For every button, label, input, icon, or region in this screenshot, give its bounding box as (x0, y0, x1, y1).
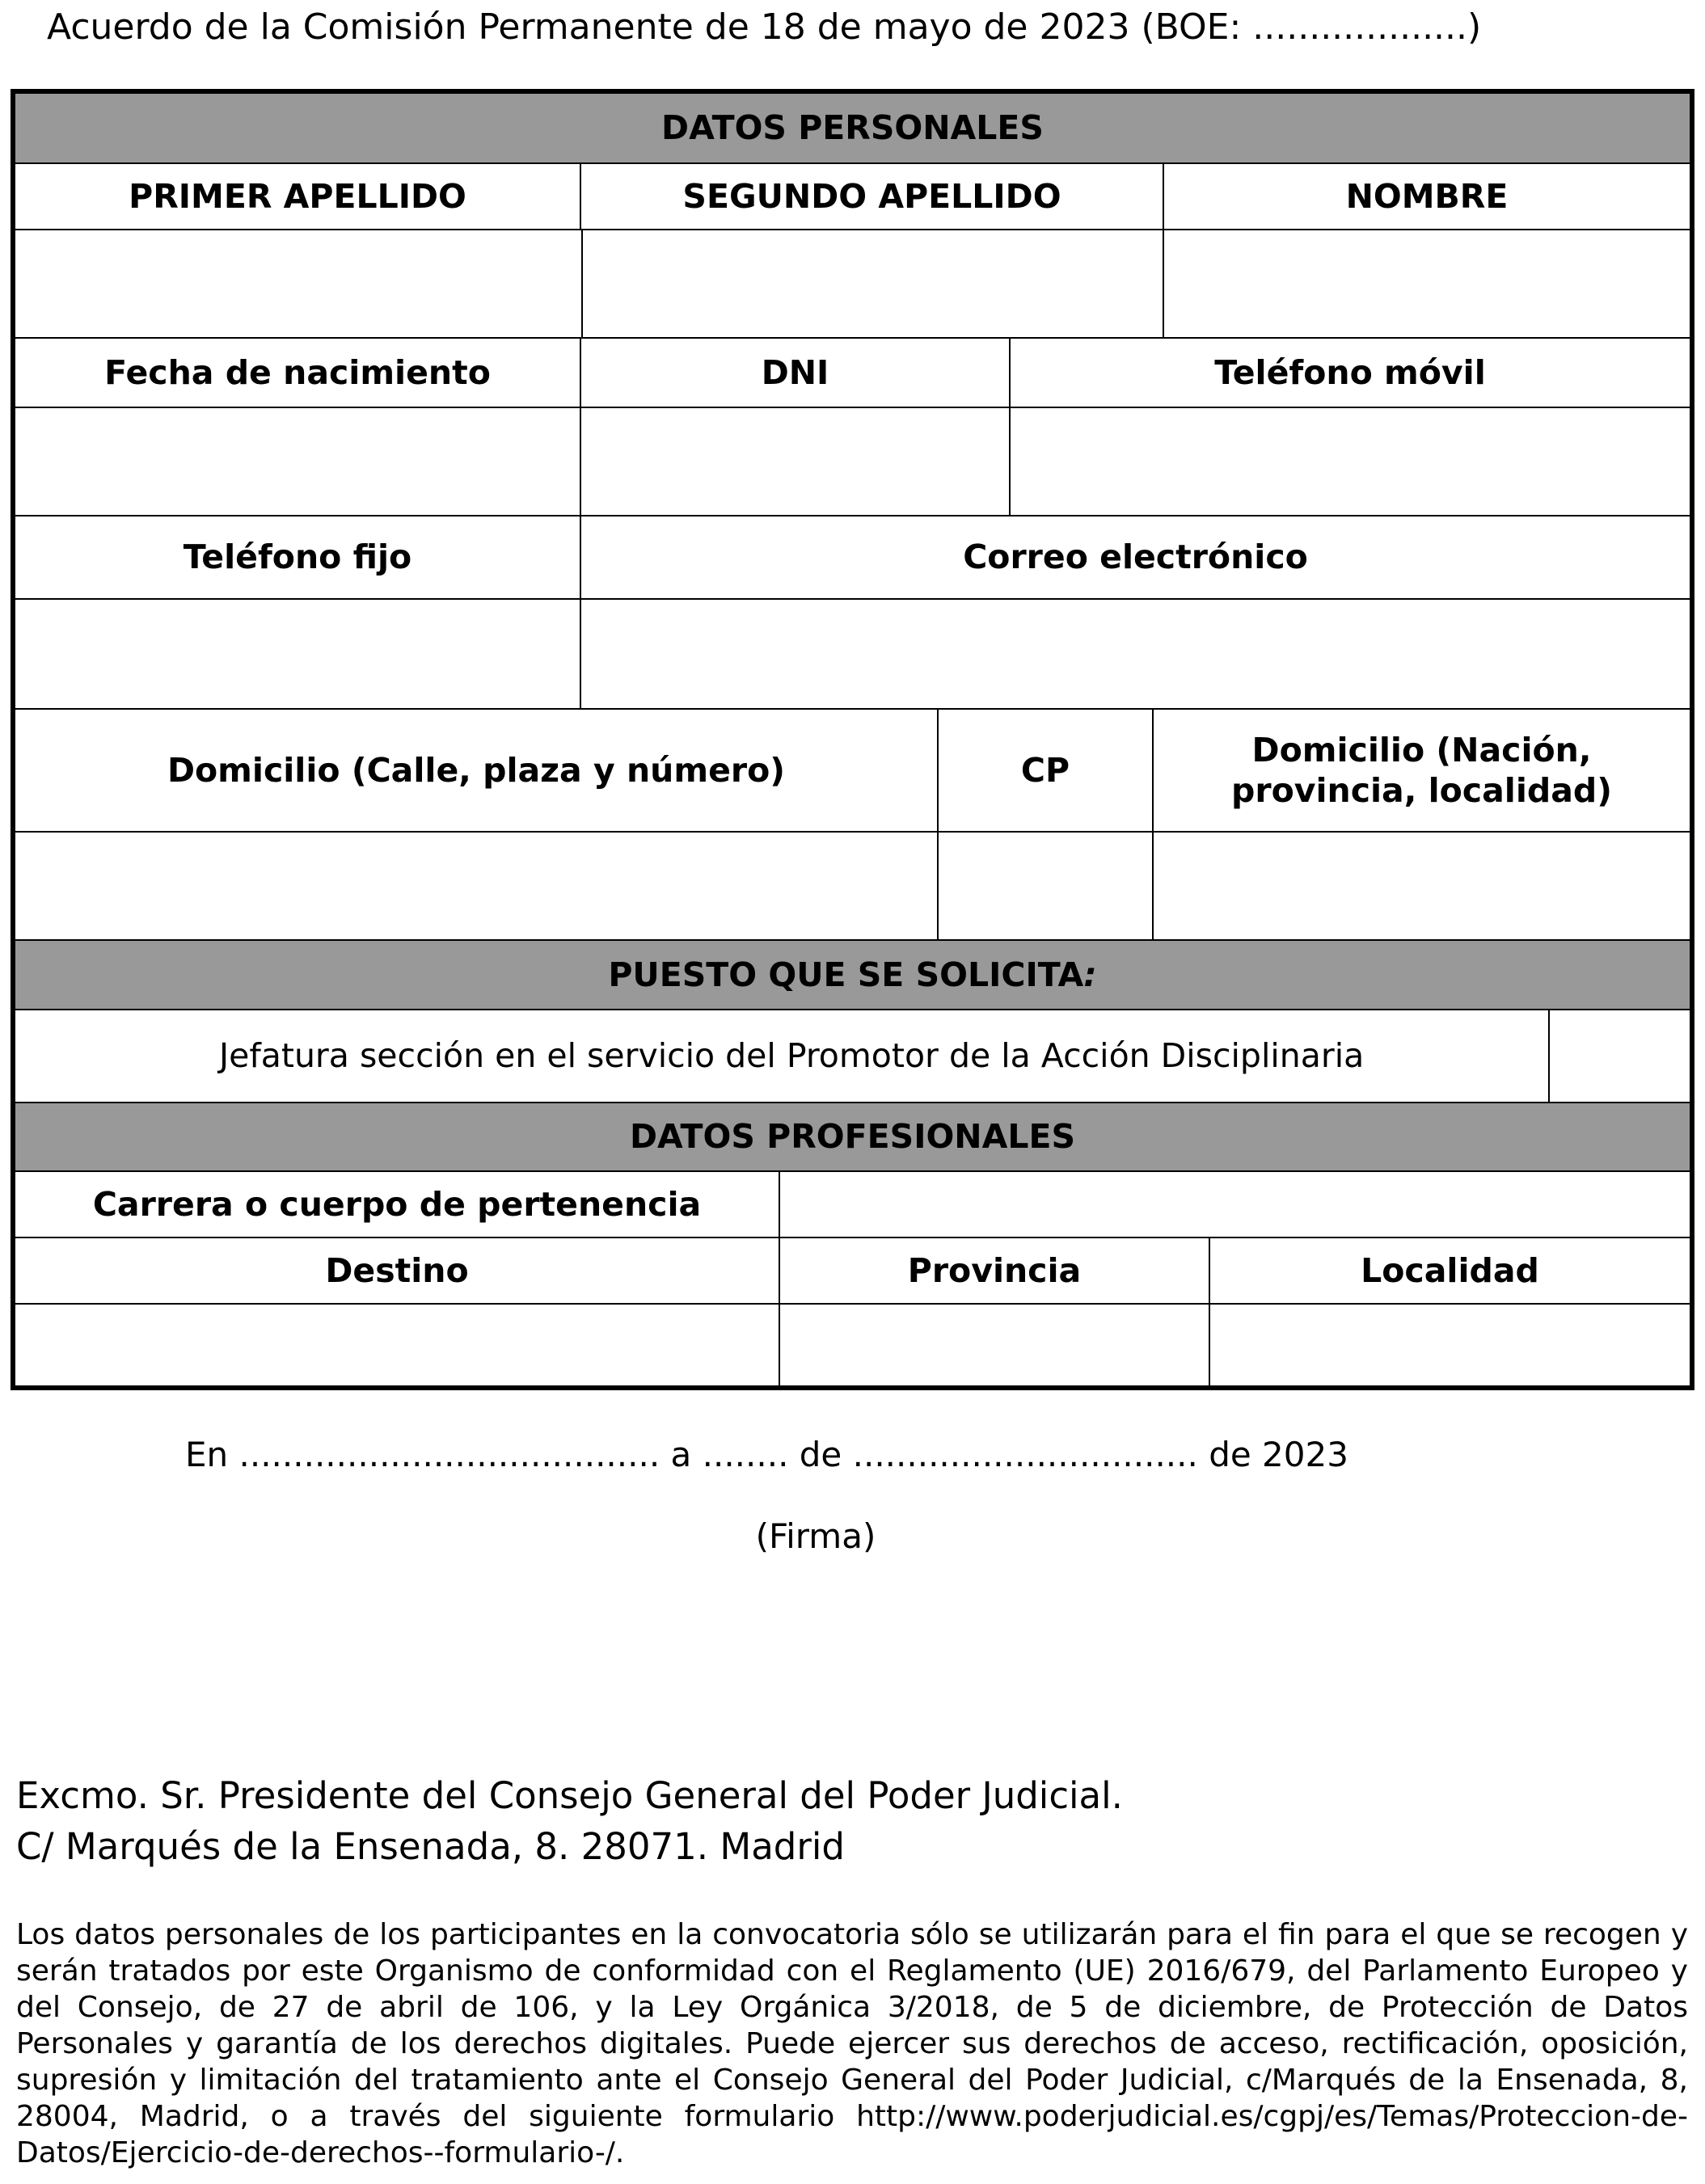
field-domicilio-calle[interactable] (15, 833, 939, 939)
puesto-descripcion: Jefatura sección en el servicio del Promotor de la Acción Disciplinaria (15, 1010, 1550, 1102)
field-primer-apellido[interactable] (15, 230, 581, 337)
label-telefono-fijo: Teléfono fijo (15, 516, 581, 598)
page-title: Acuerdo de la Comisión Permanente de 18 de mayo de 2023 (BOE: ...................) (47, 6, 1482, 48)
section-title-datos-profesionales: DATOS PROFESIONALES (15, 1103, 1690, 1170)
label-cp: CP (939, 710, 1154, 831)
section-title-puesto (15, 941, 1690, 1009)
row-contact-fields (15, 600, 1690, 710)
field-nombre[interactable] (1164, 230, 1690, 337)
row-destino-labels (15, 1238, 1690, 1305)
field-provincia[interactable] (780, 1305, 1210, 1390)
section-title-datos-personales: DATOS PERSONALES (15, 94, 1690, 162)
label-nombre: NOMBRE (1345, 176, 1509, 216)
label-domicilio-nacion (1154, 710, 1690, 831)
field-localidad[interactable] (1210, 1305, 1690, 1390)
row-contact-labels (15, 516, 1690, 600)
addressee-line-2: C/ Marqués de la Ensenada, 8. 28071. Madrid (16, 1825, 845, 1868)
row-destino-fields (15, 1305, 1690, 1390)
field-fecha-nacimiento[interactable] (15, 408, 581, 515)
label-domicilio-nacion-line1: Domicilio (Nación, (1251, 730, 1592, 769)
label-segundo-apellido: SEGUNDO APELLIDO (581, 164, 1164, 229)
addressee-line-1: Excmo. Sr. Presidente del Consejo General del Poder Judicial. (16, 1774, 1123, 1817)
label-carrera: Carrera o cuerpo de pertenencia (15, 1172, 780, 1237)
section-puesto (15, 941, 1690, 1010)
section-title-puesto-colon: : (1083, 955, 1097, 994)
label-localidad: Localidad (1361, 1250, 1539, 1290)
label-telefono-movil: Teléfono móvil (1214, 352, 1486, 392)
field-correo[interactable] (581, 600, 1690, 708)
row-id-fields (15, 408, 1690, 516)
field-destino[interactable] (15, 1305, 780, 1390)
label-domicilio-nacion-line2: provincia, localidad) (1231, 771, 1612, 810)
row-name-fields (15, 230, 1690, 339)
row-carrera (15, 1172, 1690, 1238)
label-provincia: Provincia (780, 1238, 1210, 1303)
field-telefono-fijo[interactable] (15, 600, 581, 708)
label-primer-apellido: PRIMER APELLIDO (15, 164, 581, 229)
label-fecha-nacimiento: Fecha de nacimiento (15, 339, 581, 407)
field-segundo-apellido[interactable] (581, 230, 1164, 337)
field-telefono-movil[interactable] (1011, 408, 1690, 515)
row-puesto (15, 1010, 1690, 1103)
field-carrera[interactable] (780, 1172, 1690, 1237)
row-address-fields (15, 833, 1690, 941)
puesto-checkbox[interactable] (1550, 1010, 1690, 1102)
label-dni: DNI (581, 339, 1011, 407)
row-name-labels (15, 164, 1690, 230)
field-cp[interactable] (939, 833, 1154, 939)
privacy-notice: Los datos personales de los participantes en la convocatoria sólo se utilizarán para el fin para el que se recogen y serán tratados por este Organismo de conformidad con el Reglamento (UE) 2016/679, del Parlamento Europeo y del Consejo, de 27 de abril de 106, y la Ley Orgánica 3/2018, de 5 de diciembre, de Protección de Datos Personales y garantía de los derechos digitales. Puede ejercer sus derechos de acceso, rectificación, oposición, supresión y limitación del tratamiento ante el Consejo General del Poder Judicial, c/Marqués de la Ensenada, 8, 28004, Madrid, o a través del siguiente formulario http://www.poderjudicial.es/cgpj/es/Temas/Proteccion-de-Datos/Ejercicio-de-derechos--formulario-/. (16, 1918, 1688, 2169)
section-datos-profesionales (15, 1103, 1690, 1172)
field-domicilio-nacion[interactable] (1154, 833, 1690, 939)
section-title-puesto-text: PUESTO QUE SE SOLICITA (608, 955, 1084, 994)
signature-label: (Firma) (755, 1516, 876, 1556)
row-address-labels (15, 710, 1690, 833)
label-domicilio-calle: Domicilio (Calle, plaza y número) (15, 710, 939, 831)
section-datos-personales (15, 94, 1690, 164)
application-form (11, 89, 1694, 1390)
field-dni[interactable] (581, 408, 1011, 515)
label-destino: Destino (15, 1238, 780, 1303)
signature-date-line: En ....................................... a ........ de ................................ de 2023 (185, 1435, 1348, 1474)
label-correo: Correo electrónico (963, 538, 1308, 577)
row-id-labels (15, 339, 1690, 408)
